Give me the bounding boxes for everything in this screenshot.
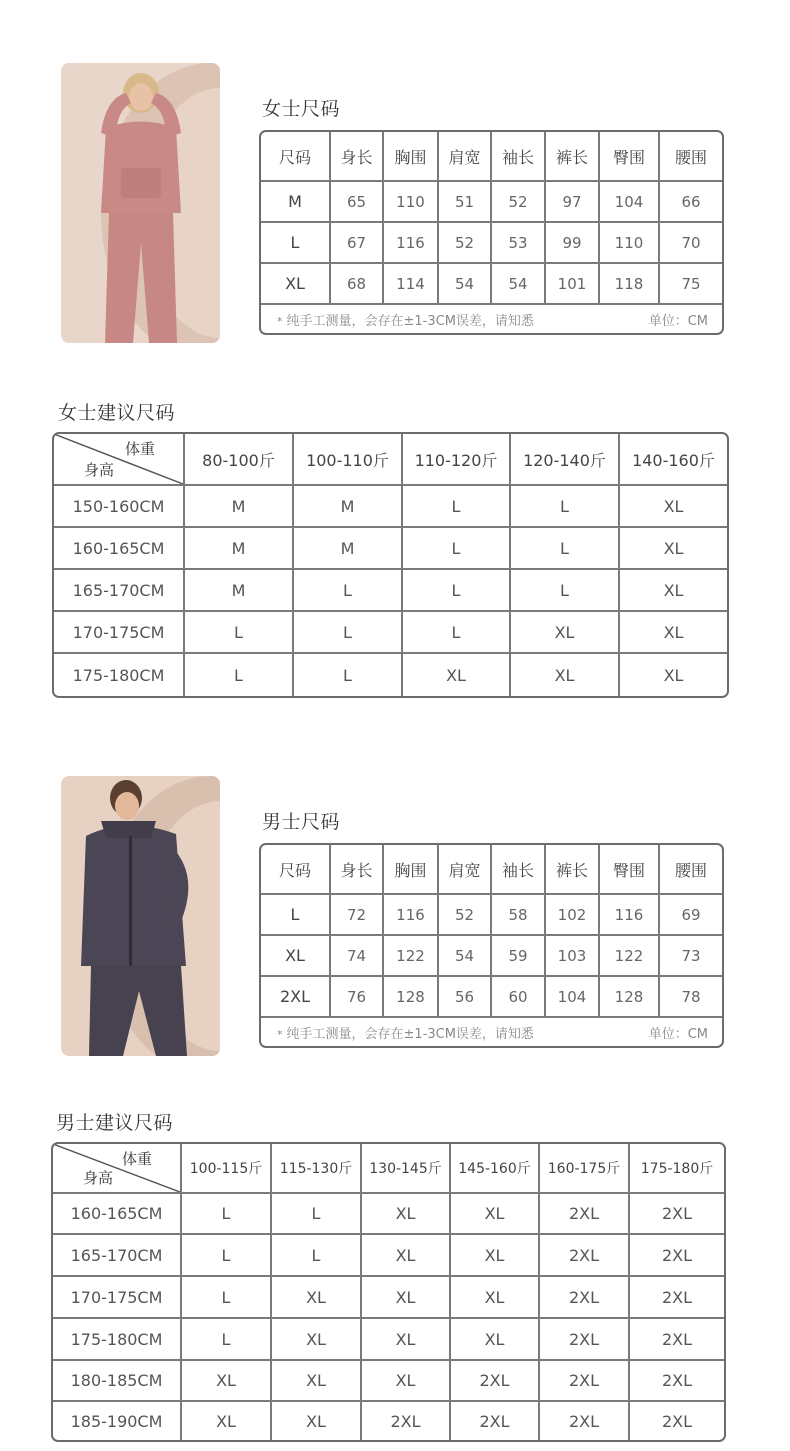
size-cell: L <box>261 895 331 936</box>
size-cell: L <box>511 528 620 570</box>
value-cell: 51 <box>439 182 492 223</box>
weight-header: 120-140斤 <box>511 434 620 486</box>
size-cell: L <box>182 1194 272 1235</box>
header-cell: 裤长 <box>546 845 600 895</box>
table-header-row <box>53 1144 724 1194</box>
value-cell: 122 <box>384 936 439 977</box>
value-cell: 128 <box>384 977 439 1018</box>
value-cell: 69 <box>660 895 722 936</box>
header-cell: 肩宽 <box>439 132 492 182</box>
height-label: 身高 <box>83 1169 114 1187</box>
men-recommended-size-table <box>51 1142 726 1442</box>
size-cell: 2XL <box>451 1402 540 1440</box>
weight-header: 160-175斤 <box>540 1144 630 1194</box>
size-cell: XL <box>272 1361 362 1402</box>
header-cell: 尺码 <box>261 845 331 895</box>
men-rec-title: 男士建议尺码 <box>56 1112 174 1134</box>
unit-label: 单位：CM <box>648 313 708 329</box>
height-cell: 170-175CM <box>54 612 185 654</box>
value-cell: 116 <box>384 223 439 264</box>
size-cell: M <box>185 528 294 570</box>
size-cell: 2XL <box>661 1411 693 1431</box>
table-row <box>54 528 727 570</box>
size-cell: 2XL <box>540 1402 630 1440</box>
value-cell: 70 <box>660 223 722 264</box>
value-cell: 52 <box>439 223 492 264</box>
size-cell: 2XL <box>540 1194 630 1235</box>
size-cell: XL <box>620 486 727 528</box>
women-rec-title: 女士建议尺码 <box>58 402 176 424</box>
weight-header: 140-160斤 <box>620 434 727 486</box>
diagonal-line <box>54 434 183 484</box>
size-cell: L <box>261 223 331 264</box>
weight-header: 130-145斤 <box>362 1144 451 1194</box>
size-cell: 2XL <box>630 1361 724 1402</box>
size-cell: L <box>185 654 294 696</box>
header-cell: 尺码 <box>261 132 331 182</box>
corner-cell <box>54 434 185 486</box>
size-cell: M <box>185 570 294 612</box>
size-cell: XL <box>451 1277 540 1319</box>
measurement-note: 纯手工测量，会存在±1-3CM误差，请知悉 <box>286 1026 534 1042</box>
value-cell: 52 <box>492 182 546 223</box>
size-cell: L <box>403 570 511 612</box>
size-cell: XL <box>362 1277 451 1319</box>
table-header-row <box>54 434 727 486</box>
value-cell: 101 <box>546 264 600 305</box>
weight-header: 145-160斤 <box>451 1144 540 1194</box>
value-cell: 116 <box>384 895 439 936</box>
value-cell: 73 <box>660 936 722 977</box>
measurement-note: 纯手工测量，会存在±1-3CM误差，请知悉 <box>286 313 534 329</box>
value-cell: 114 <box>384 264 439 305</box>
weight-header: 110-120斤 <box>403 434 511 486</box>
women-size-spec-table <box>259 130 724 335</box>
height-label: 身高 <box>84 461 115 479</box>
size-cell: XL <box>362 1319 451 1361</box>
size-cell: XL <box>261 936 331 977</box>
size-cell: L <box>403 612 511 654</box>
value-cell: 76 <box>331 977 384 1018</box>
size-cell: L <box>403 528 511 570</box>
unit-label: 单位：CM <box>648 1026 708 1042</box>
weight-header: 100-110斤 <box>294 434 403 486</box>
size-cell: M <box>261 182 331 223</box>
size-cell: XL <box>362 1361 451 1402</box>
size-cell: 2XL <box>630 1194 724 1235</box>
size-cell: XL <box>451 1235 540 1277</box>
size-cell: XL <box>272 1402 362 1440</box>
size-cell: 2XL <box>540 1277 630 1319</box>
size-cell: L <box>272 1235 362 1277</box>
value-cell: 75 <box>660 264 722 305</box>
size-cell: L <box>403 486 511 528</box>
value-cell: 122 <box>600 936 660 977</box>
value-cell: 102 <box>546 895 600 936</box>
size-cell: 2XL <box>630 1319 724 1361</box>
size-cell: 2XL <box>630 1235 724 1277</box>
height-cell: 175-180CM <box>53 1319 182 1361</box>
table-row <box>261 264 722 305</box>
size-cell: XL <box>272 1277 362 1319</box>
note-row <box>261 1018 722 1046</box>
size-cell: XL <box>620 612 727 654</box>
value-cell: 54 <box>439 936 492 977</box>
note-cell <box>261 305 722 333</box>
size-cell: XL <box>403 654 511 696</box>
table-row <box>53 1235 724 1277</box>
value-cell: 54 <box>439 264 492 305</box>
value-cell: 65 <box>331 182 384 223</box>
men-model-photo <box>61 776 220 1056</box>
value-cell: 74 <box>331 936 384 977</box>
size-cell: M <box>294 486 403 528</box>
value-cell: 67 <box>331 223 384 264</box>
note-cell <box>261 1018 722 1046</box>
value-cell: 54 <box>492 264 546 305</box>
table-row <box>53 1361 724 1402</box>
value-cell: 78 <box>660 977 722 1018</box>
women-spec-title: 女士尺码 <box>262 98 341 120</box>
header-cell: 胸围 <box>384 132 439 182</box>
men-spec-title: 男士尺码 <box>262 811 341 833</box>
header-cell: 臀围 <box>600 132 660 182</box>
size-cell: XL <box>362 1194 451 1235</box>
weight-label: 体重 <box>124 440 155 458</box>
header-cell: 臀围 <box>600 845 660 895</box>
table-row <box>53 1194 724 1235</box>
weight-header: 80-100斤 <box>185 434 294 486</box>
table-row <box>261 895 722 936</box>
table-row <box>54 570 727 612</box>
header-cell: 袖长 <box>492 845 546 895</box>
size-cell: XL <box>261 264 331 305</box>
size-cell: XL <box>511 654 620 696</box>
women-model-photo <box>61 63 220 343</box>
size-cell: L <box>294 654 403 696</box>
weight-header: 115-130斤 <box>272 1144 362 1194</box>
size-cell: XL <box>362 1235 451 1277</box>
table-row <box>261 936 722 977</box>
table-row <box>53 1319 724 1361</box>
value-cell: 72 <box>331 895 384 936</box>
height-cell: 160-165CM <box>53 1194 182 1235</box>
height-cell: 165-170CM <box>54 570 185 612</box>
diagonal-line <box>53 1144 180 1192</box>
table-row <box>261 223 722 264</box>
size-cell: 2XL <box>630 1277 724 1319</box>
size-cell: 2XL <box>540 1319 630 1361</box>
value-cell: 110 <box>600 223 660 264</box>
header-cell: 裤长 <box>546 132 600 182</box>
table-header-row <box>261 845 722 895</box>
size-cell: 2XL <box>540 1361 630 1402</box>
note-star: * <box>277 1027 283 1041</box>
weight-header: 175-180斤 <box>630 1144 724 1194</box>
corner-cell <box>53 1144 182 1194</box>
size-cell: XL <box>620 570 727 612</box>
value-cell: 66 <box>660 182 722 223</box>
weight-header: 100-115斤 <box>182 1144 272 1194</box>
note-star: * <box>277 314 283 328</box>
value-cell: 99 <box>546 223 600 264</box>
value-cell: 103 <box>546 936 600 977</box>
height-cell: 175-180CM <box>54 654 185 696</box>
value-cell: 60 <box>492 977 546 1018</box>
size-cell: 2XL <box>362 1402 451 1440</box>
size-cell: XL <box>511 612 620 654</box>
size-cell: XL <box>182 1402 272 1440</box>
size-cell: L <box>185 612 294 654</box>
table-row <box>261 182 722 223</box>
table-header-row <box>261 132 722 182</box>
size-cell: L <box>294 612 403 654</box>
header-cell: 腰围 <box>660 132 722 182</box>
table-row <box>261 977 722 1018</box>
table-row <box>53 1402 724 1440</box>
size-cell: XL <box>182 1361 272 1402</box>
women-recommended-size-table <box>52 432 729 698</box>
value-cell: 104 <box>546 977 600 1018</box>
value-cell: 68 <box>331 264 384 305</box>
size-cell: L <box>294 570 403 612</box>
height-cell: 160-165CM <box>54 528 185 570</box>
table-row <box>54 654 727 696</box>
header-cell: 肩宽 <box>439 845 492 895</box>
height-cell: 170-175CM <box>53 1277 182 1319</box>
size-cell: XL <box>620 528 727 570</box>
value-cell: 53 <box>492 223 546 264</box>
value-cell: 97 <box>546 182 600 223</box>
height-cell: 185-190CM <box>53 1402 182 1440</box>
height-cell: 150-160CM <box>54 486 185 528</box>
value-cell: 58 <box>492 895 546 936</box>
size-cell: L <box>182 1277 272 1319</box>
weight-label: 体重 <box>121 1150 152 1168</box>
size-cell: L <box>511 486 620 528</box>
table-row <box>53 1277 724 1319</box>
size-cell: XL <box>272 1319 362 1361</box>
size-cell: L <box>272 1194 362 1235</box>
header-cell: 袖长 <box>492 132 546 182</box>
table-row <box>54 612 727 654</box>
value-cell: 116 <box>600 895 660 936</box>
value-cell: 110 <box>384 182 439 223</box>
header-cell: 身长 <box>331 132 384 182</box>
size-cell: L <box>511 570 620 612</box>
size-cell: 2XL <box>261 977 331 1018</box>
size-cell: 2XL <box>451 1361 540 1402</box>
size-cell: L <box>182 1319 272 1361</box>
size-cell: 2XL <box>540 1235 630 1277</box>
header-cell: 身长 <box>331 845 384 895</box>
height-cell: 165-170CM <box>53 1235 182 1277</box>
size-cell: XL <box>451 1319 540 1361</box>
size-cell: XL <box>451 1194 540 1235</box>
header-cell: 腰围 <box>660 845 722 895</box>
table-row <box>54 486 727 528</box>
value-cell: 59 <box>492 936 546 977</box>
header-cell: 胸围 <box>384 845 439 895</box>
size-cell: M <box>185 486 294 528</box>
value-cell: 118 <box>600 264 660 305</box>
value-cell: 56 <box>439 977 492 1018</box>
note-row <box>261 305 722 333</box>
value-cell: 104 <box>600 182 660 223</box>
men-size-spec-table <box>259 843 724 1048</box>
value-cell: 52 <box>439 895 492 936</box>
size-cell: M <box>294 528 403 570</box>
value-cell: 128 <box>600 977 660 1018</box>
size-cell: XL <box>663 665 684 685</box>
size-cell: L <box>182 1235 272 1277</box>
height-cell: 180-185CM <box>53 1361 182 1402</box>
